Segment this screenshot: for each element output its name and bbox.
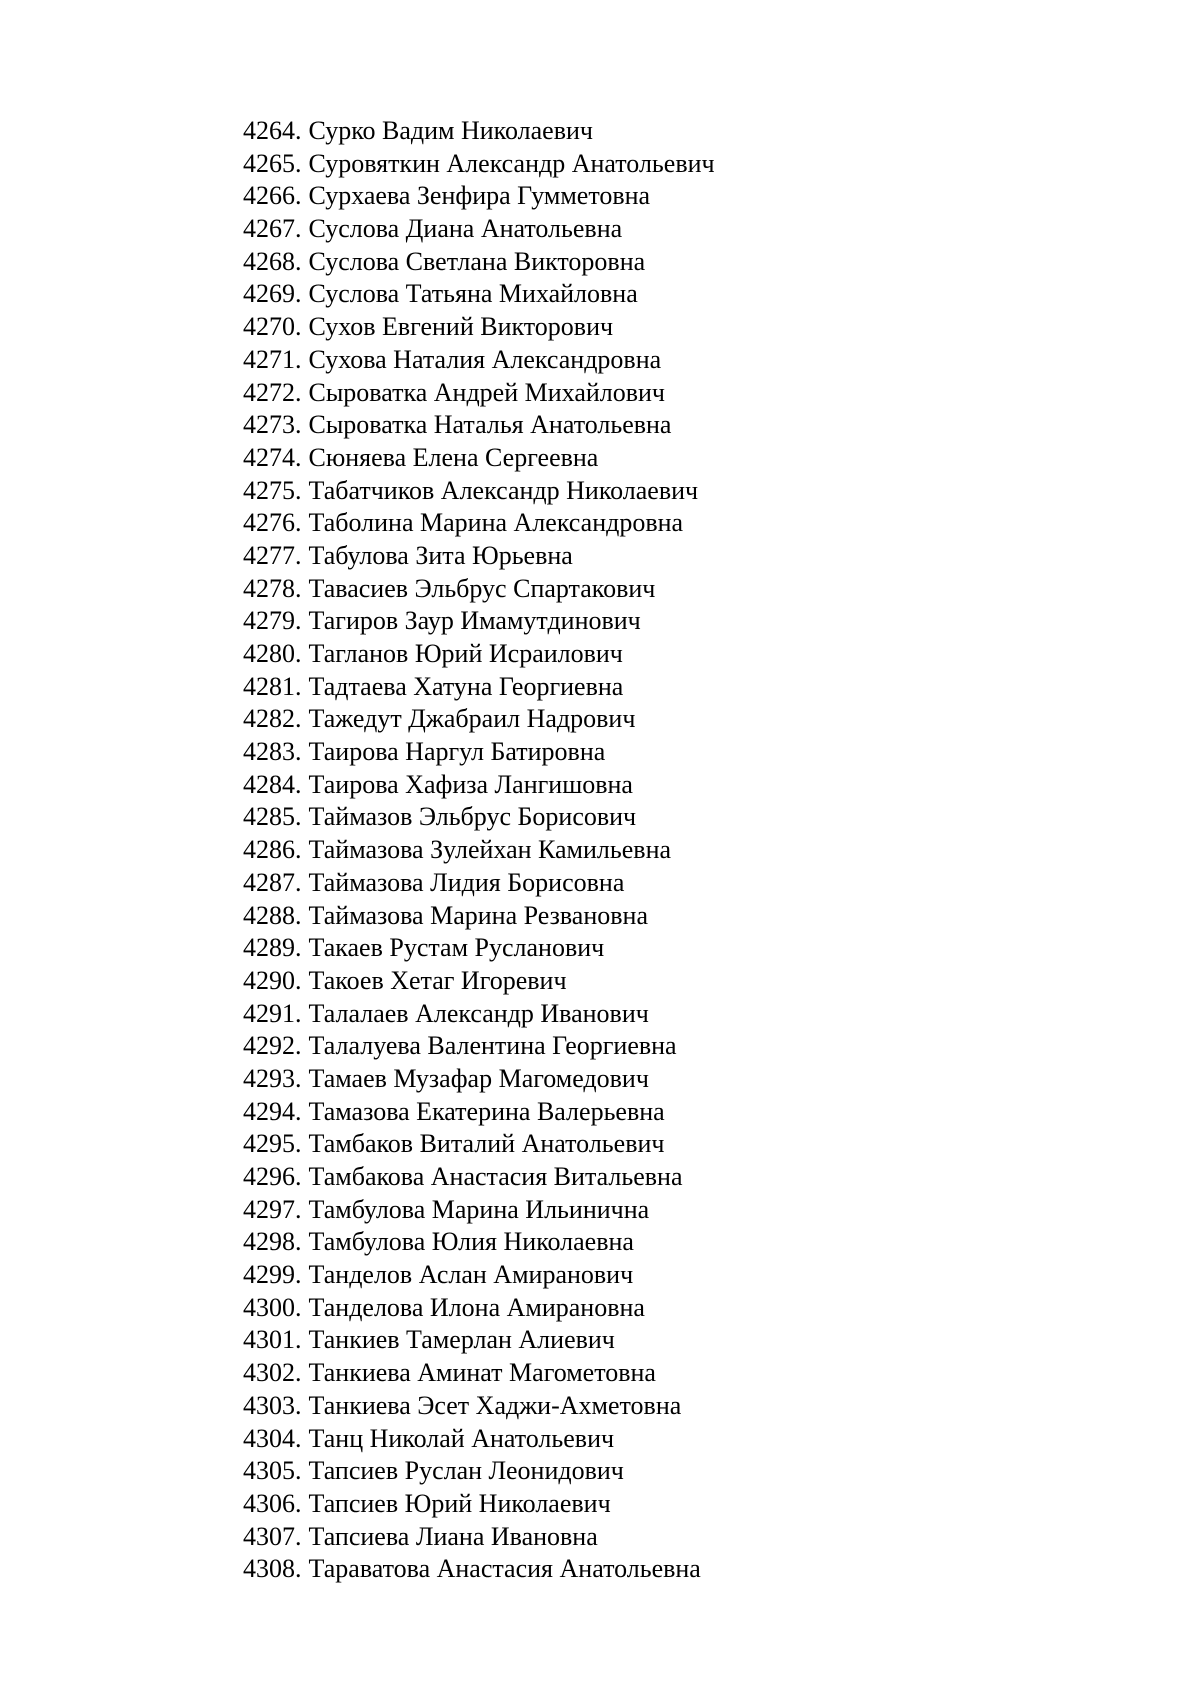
list-item: [243, 344, 715, 377]
list-item: [243, 932, 715, 965]
entry-number: 4268.: [243, 246, 302, 276]
list-item: [243, 1063, 715, 1096]
entry-number: 4303.: [243, 1390, 302, 1420]
list-item: [243, 507, 715, 540]
entry-name: Сюняева Елена Сергеевна: [308, 442, 599, 472]
entry-number: 4287.: [243, 867, 302, 897]
entry-number: 4288.: [243, 900, 302, 930]
entry-number: 4292.: [243, 1031, 302, 1061]
entry-name: Сыроватка Наталья Анатольевна: [308, 410, 672, 440]
entry-name: Таймазова Марина Резвановна: [308, 900, 648, 930]
list-item: [243, 1455, 715, 1488]
entry-name: Танкиева Эсет Хаджи-Ахметовна: [308, 1390, 682, 1420]
entry-name: Суслова Татьяна Михайловна: [308, 279, 638, 309]
entry-name: Тамбулова Марина Ильинична: [308, 1194, 650, 1224]
list-item: [243, 540, 715, 573]
entry-number: 4307.: [243, 1521, 302, 1551]
list-item: [243, 311, 715, 344]
entry-number: 4266.: [243, 181, 302, 211]
entry-name: Таймазова Лидия Борисовна: [308, 867, 625, 897]
entry-name: Суровяткин Александр Анатольевич: [308, 148, 715, 178]
entry-name: Сурхаева Зенфира Гумметовна: [308, 181, 651, 211]
entry-number: 4297.: [243, 1194, 302, 1224]
entry-number: 4265.: [243, 148, 302, 178]
entry-name: Талалаев Александр Иванович: [308, 998, 649, 1028]
entry-number: 4264.: [243, 116, 302, 145]
list-item: [243, 573, 715, 606]
entry-number: 4270.: [243, 312, 302, 342]
entry-number: 4283.: [243, 737, 302, 767]
entry-name: Таирова Наргул Батировна: [308, 737, 606, 767]
entry-name: Такаев Рустам Русланович: [308, 933, 605, 963]
entry-name: Тамбакова Анастасия Витальевна: [308, 1162, 683, 1191]
entry-number: 4277.: [243, 540, 302, 570]
entry-number: 4286.: [243, 835, 302, 865]
entry-number: 4299.: [243, 1260, 302, 1290]
list-item: [243, 703, 715, 736]
entry-number: 4298.: [243, 1227, 302, 1257]
entry-number: 4306.: [243, 1488, 302, 1518]
list-item: [243, 115, 715, 148]
list-item: [243, 377, 715, 410]
list-item: [243, 1423, 715, 1456]
list-item: [243, 246, 715, 279]
entry-name: Тараватова Анастасия Анатольевна: [308, 1554, 701, 1584]
entry-name: Тавасиев Эльбрус Спартакович: [308, 573, 656, 603]
list-item: [243, 900, 715, 933]
list-item: [243, 965, 715, 998]
entry-number: 4278.: [243, 573, 302, 603]
entry-name: Тапсиева Лиана Ивановна: [308, 1521, 598, 1551]
entry-number: 4276.: [243, 508, 302, 538]
entry-name: Суслова Диана Анатольевна: [308, 214, 623, 244]
entry-name: Таболина Марина Александровна: [308, 508, 684, 538]
list-item: [243, 148, 715, 181]
entry-number: 4275.: [243, 475, 302, 505]
list-item: [243, 475, 715, 508]
entry-number: 4269.: [243, 279, 302, 309]
entry-name: Тадтаева Хатуна Георгиевна: [308, 671, 624, 701]
entry-number: 4304.: [243, 1423, 302, 1453]
list-item: [243, 769, 715, 802]
entry-number: 4302.: [243, 1358, 302, 1388]
entry-name: Сухова Наталия Александровна: [308, 344, 662, 374]
entry-name: Тапсиев Руслан Леонидович: [308, 1456, 624, 1486]
entry-number: 4290.: [243, 965, 302, 995]
list-item: [243, 801, 715, 834]
entry-name: Таймазов Эльбрус Борисович: [308, 802, 637, 832]
list-item: [243, 442, 715, 475]
entry-name: Талалуева Валентина Георгиевна: [308, 1031, 677, 1061]
entry-name: Танц Николай Анатольевич: [308, 1423, 615, 1453]
entry-number: 4284.: [243, 769, 302, 799]
list-item: [243, 736, 715, 769]
entry-number: 4272.: [243, 377, 302, 407]
list-item: [243, 1488, 715, 1521]
list-item: [243, 1259, 715, 1292]
entry-name: Тапсиев Юрий Николаевич: [308, 1488, 611, 1518]
entry-name: Сурко Вадим Николаевич: [308, 116, 593, 145]
list-item: [243, 834, 715, 867]
entry-number: 4273.: [243, 410, 302, 440]
entry-name: Табулова Зита Юрьевна: [308, 540, 573, 570]
list-item: [243, 638, 715, 671]
list-item: [243, 1553, 715, 1586]
entry-number: 4279.: [243, 606, 302, 636]
entry-number: 4305.: [243, 1456, 302, 1486]
entry-name: Таймазова Зулейхан Камильевна: [308, 835, 672, 865]
entry-name: Сухов Евгений Викторович: [308, 312, 614, 342]
list-item: [243, 671, 715, 704]
list-item: [243, 1521, 715, 1554]
list-item: [243, 867, 715, 900]
list-item: [243, 1226, 715, 1259]
name-list: [243, 115, 715, 1586]
entry-name: Тажедут Джабраил Надрович: [308, 704, 636, 734]
list-item: [243, 1096, 715, 1129]
entry-number: 4308.: [243, 1554, 302, 1584]
entry-name: Суслова Светлана Викторовна: [308, 246, 646, 276]
entry-number: 4295.: [243, 1129, 302, 1159]
list-item: [243, 1030, 715, 1063]
list-item: [243, 605, 715, 638]
entry-name: Тагланов Юрий Исраилович: [308, 639, 623, 668]
entry-name: Танделова Илона Амирановна: [308, 1292, 645, 1322]
entry-name: Табатчиков Александр Николаевич: [308, 475, 699, 505]
entry-name: Тагиров Заур Имамутдинович: [308, 606, 641, 636]
entry-number: 4293.: [243, 1063, 302, 1093]
list-item: [243, 1390, 715, 1423]
entry-name: Тамазова Екатерина Валерьевна: [308, 1096, 665, 1126]
entry-number: 4282.: [243, 704, 302, 734]
entry-name: Такоев Хетаг Игоревич: [308, 965, 567, 995]
entry-number: 4281.: [243, 671, 302, 701]
entry-number: 4274.: [243, 442, 302, 472]
entry-number: 4280.: [243, 639, 302, 668]
entry-number: 4291.: [243, 998, 302, 1028]
entry-number: 4301.: [243, 1325, 302, 1355]
list-item: [243, 180, 715, 213]
entry-name: Тамаев Музафар Магомедович: [308, 1063, 649, 1093]
entry-number: 4285.: [243, 802, 302, 832]
entry-name: Тамбулова Юлия Николаевна: [308, 1227, 634, 1257]
list-item: [243, 409, 715, 442]
list-item: [243, 1161, 715, 1194]
entry-number: 4294.: [243, 1096, 302, 1126]
entry-number: 4300.: [243, 1292, 302, 1322]
list-item: [243, 998, 715, 1031]
entry-number: 4289.: [243, 933, 302, 963]
entry-name: Тамбаков Виталий Анатольевич: [308, 1129, 665, 1159]
entry-name: Танкиева Аминат Магометовна: [308, 1358, 656, 1388]
entry-name: Сыроватка Андрей Михайлович: [308, 377, 666, 407]
list-item: [243, 1194, 715, 1227]
entry-name: Танделов Аслан Амиранович: [308, 1260, 634, 1290]
list-item: [243, 1357, 715, 1390]
list-item: [243, 1292, 715, 1325]
list-item: [243, 1324, 715, 1357]
entry-number: 4267.: [243, 214, 302, 244]
entry-name: Танкиев Тамерлан Алиевич: [308, 1325, 615, 1355]
list-item: [243, 213, 715, 246]
list-item: [243, 278, 715, 311]
entry-name: Таирова Хафиза Лангишовна: [308, 769, 633, 799]
entry-number: 4296.: [243, 1162, 302, 1191]
list-item: [243, 1128, 715, 1161]
entry-number: 4271.: [243, 344, 302, 374]
